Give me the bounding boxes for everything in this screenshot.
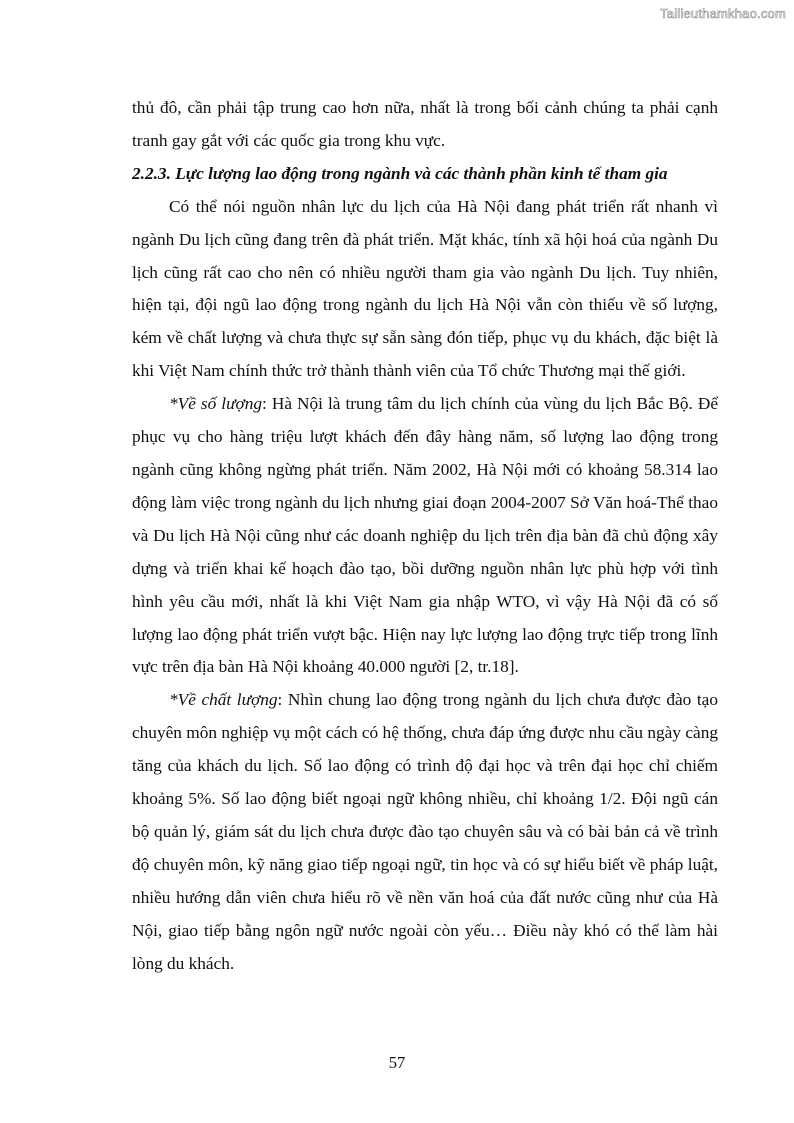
paragraph-intro: Có thể nói nguồn nhân lực du lịch của Hà Nội đang phát triển rất nhanh vì ngành Du lịch cũng đang trên đà phát triển. Mặt khác, tính xã hội hoá của ngành Du lịch cũng rất cao cho nên có nhiều người tham gia vào ngành Du lịch. Tuy nhiên, hiện tại, đội ngũ lao động trong ngành du lịch Hà Nội vẫn còn thiếu về số lượng, kém về chất lượng và chưa thực sự sẵn sàng đón tiếp, phục vụ du khách, đặc biệt là khi Việt Nam chính thức trở thành thành viên của Tổ chức Thương mại thế giới. [132, 196, 718, 381]
page-number: 57 [388, 1053, 406, 1072]
section-heading: 2.2.3. Lực lượng lao động trong ngành và các thành phần kinh tế tham gia [132, 163, 668, 183]
quality-text: : Nhìn chung lao động trong ngành du lịch chưa được đào tạo chuyên môn nghiệp vụ một cách có hệ thống, chưa đáp ứng được nhu cầu ngày càng tăng của khách du lịch. Số lao động có trình độ đại học và trên đại học chỉ chiếm khoảng 5%. Số lao động biết ngoại ngữ không nhiều, chỉ khoảng 1/2. Đội ngũ cán bộ quản lý, giám sát du lịch chưa được đào tạo chuyên sâu và có bài bản cả về trình độ chuyên môn, kỹ năng giao tiếp ngoại ngữ, tin học và có sự hiểu biết về pháp luật, nhiều hướng dẫn viên chưa hiểu rõ về nền văn hoá của đất nước cũng như của Hà Nội, giao tiếp bằng ngôn ngữ nước ngoài còn yếu… Điều này khó có thể làm hài lòng du khách. [132, 690, 718, 973]
paragraph-quality [132, 684, 718, 980]
quantity-text: : Hà Nội là trung tâm du lịch chính của vùng du lịch Bắc Bộ. Để phục vụ cho hàng triệu lượt khách đến đây hàng năm, số lượng lao động trong ngành cũng không ngừng phát triển. Năm 2002, Hà Nội mới có khoảng 58.314 lao động làm việc trong ngành du lịch nhưng giai đoạn 2004-2007 Sở Văn hoá-Thể thao và Du lịch Hà Nội cũng như các doanh nghiệp du lịch trên địa bàn đã chủ động xây dựng và triển khai kế hoạch đào tạo, bồi dưỡng nguồn nhân lực phù hợp với tình hình yêu cầu mới, nhất là khi Việt Nam gia nhập WTO, vì vậy Hà Nội đã có số lượng lao động phát triển vượt bậc. Hiện nay lực lượng lao động trực tiếp trong lĩnh vực trên địa bàn Hà Nội khoảng 40.000 người [2, tr.18]. [132, 394, 719, 677]
watermark: Tailieuthamkhao.com [660, 6, 786, 21]
document-body [132, 92, 718, 980]
paragraph-continuation: thủ đô, cần phải tập trung cao hơn nữa, nhất là trong bối cảnh chúng ta phải cạnh tranh gay gắt với các quốc gia trong khu vực. [132, 98, 718, 150]
quality-lead: *Về chất lượng [169, 690, 278, 710]
quantity-lead: *Về số lượng [169, 394, 263, 414]
paragraph-quantity [132, 388, 718, 684]
